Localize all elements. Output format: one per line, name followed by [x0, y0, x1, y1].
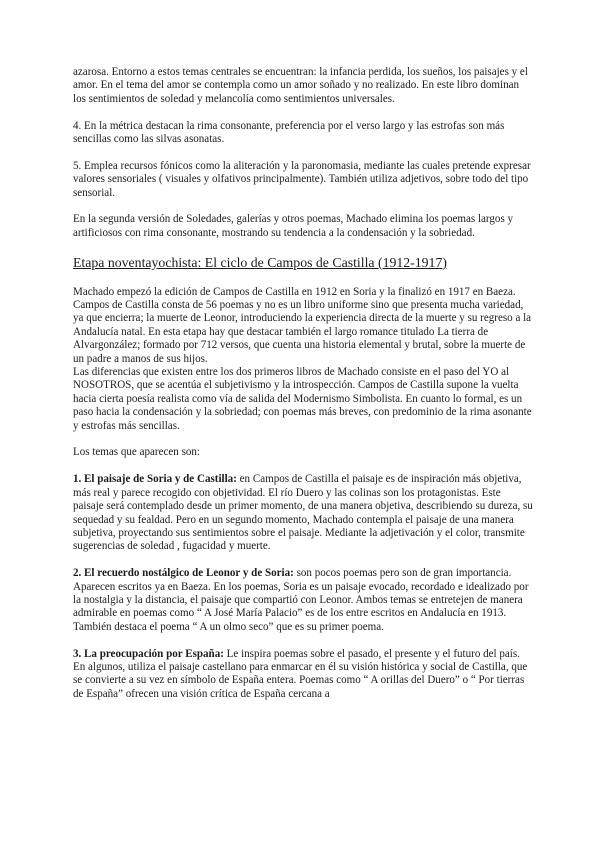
intro-paragraph-3: 5. Emplea recursos fónicos como la aliteración y la paronomasia, mediante las cuales pretende expresar valores sensoriales ( visuales y olfativos principalmente). También utiliza adjetivos, sobre todo del tipo sensorial.: [73, 159, 531, 199]
theme-item-2: [73, 567, 533, 634]
theme-title-1: 1. El paisaje de Soria y de Castilla:: [73, 473, 237, 486]
section-paragraph-2: Las diferencias que existen entre los dos primeros libros de Machado consiste en el paso del YO al NOSOTROS, que se acentúa el subjetivismo y la introspección. Campos de Castilla supone la vuelta hacia cierta poesía realista como vía de salida del Modernismo Simbolista. En cuanto lo formal, es un paso hacia la condensación y la sobriedad; con poemas más breves, con predominio de la rima asonante y estrofas más sencillas.: [73, 366, 532, 432]
theme-title-3: 3. La preocupación por España:: [73, 647, 224, 660]
theme-title-2: 2. El recuerdo nostálgico de Leonor y de Soria:: [73, 567, 294, 580]
section-heading: Etapa noventayochista: El ciclo de Campos de Castilla (1912-1917): [73, 254, 447, 270]
section-paragraph-1: Machado empezó la edición de Campos de Castilla en 1912 en Soria y la finalizó en 1917 en Baeza. Campos de Castilla consta de 56 poemas y no es un libro uniforme sino que presenta mucha variedad, ya que encierra; la muerte de Leonor, introduciendo la experiencia directa de la muerte y su regreso a la Andalucía natal. En esta etapa hay que destacar también el largo romance titulado La tierra de Alvargonzález; formado por 712 versos, que cuenta una historia elemental y brutal, sobre la muerte de un padre a manos de sus hijos.: [73, 285, 532, 365]
intro-paragraph-4: En la segunda versión de Soledades, galerías y otros poemas, Machado elimina los poemas largos y artificiosos con rima consonante, mostrando su tendencia a la condensación y la sobriedad.: [73, 213, 514, 239]
section-paragraph-3: Los temas que aparecen son:: [73, 446, 200, 459]
theme-text-1: en Campos de Castilla el paisaje es de inspiración más objetiva, más real y parece recogido con objetividad. El río Duero y las colinas son los protagonistas. Este paisaje será contemplado desde un primer momento, de una manera objetiva, describiendo su dureza, su sequedad y su fealdad. Pero en un segundo momento, Machado contempla el paisaje de una manera subjetiva, proyectando sus sentimientos sobre el paisaje. Mediante la adjetivación y el color, transmite sugerencias de soledad , fugacidad y muerte.: [73, 473, 533, 553]
theme-text-2: son pocos poemas pero son de gran importancia. Aparecen escritos ya en Baeza. En los poemas, Soria es un paisaje evocado, recordado e idealizado por la nostalgia y la distancia, el paisaje que compartió con Leonor. Ambos temas se entretejen de manera admirable en poemas como “ A José María Palacio” es de los entre escritos en Andalucía en 1913. También destaca el poema “ A un olmo seco” que es su primer poema.: [73, 567, 529, 633]
intro-paragraph-1: azarosa. Entorno a estos temas centrales se encuentran: la infancia perdida, los sueños, los paisajes y el amor. En el tema del amor se contempla como un amor soñado y no realizado. En este libro dominan los sentimientos de soledad y melancolía como sentimientos universales.: [73, 66, 528, 105]
theme-item-1: [73, 473, 533, 553]
theme-text-3: Le inspira poemas sobre el pasado, el presente y el futuro del país. En algunos, utiliza el paisaje castellano para enmarcar en él su visión histórica y social de Castilla, que se convierte a su vez en símbolo de España entera. Poemas como “ A orillas del Duero” o “ Por tierras de España” ofrecen una visión crítica de España cercana a: [73, 647, 528, 700]
theme-item-3: [73, 648, 533, 702]
intro-paragraph-2: 4. En la métrica destacan la rima consonante, preferencia por el verso largo y las estrofas son más sencillas como las silvas asonatas.: [73, 119, 505, 146]
page-content: [73, 66, 533, 715]
